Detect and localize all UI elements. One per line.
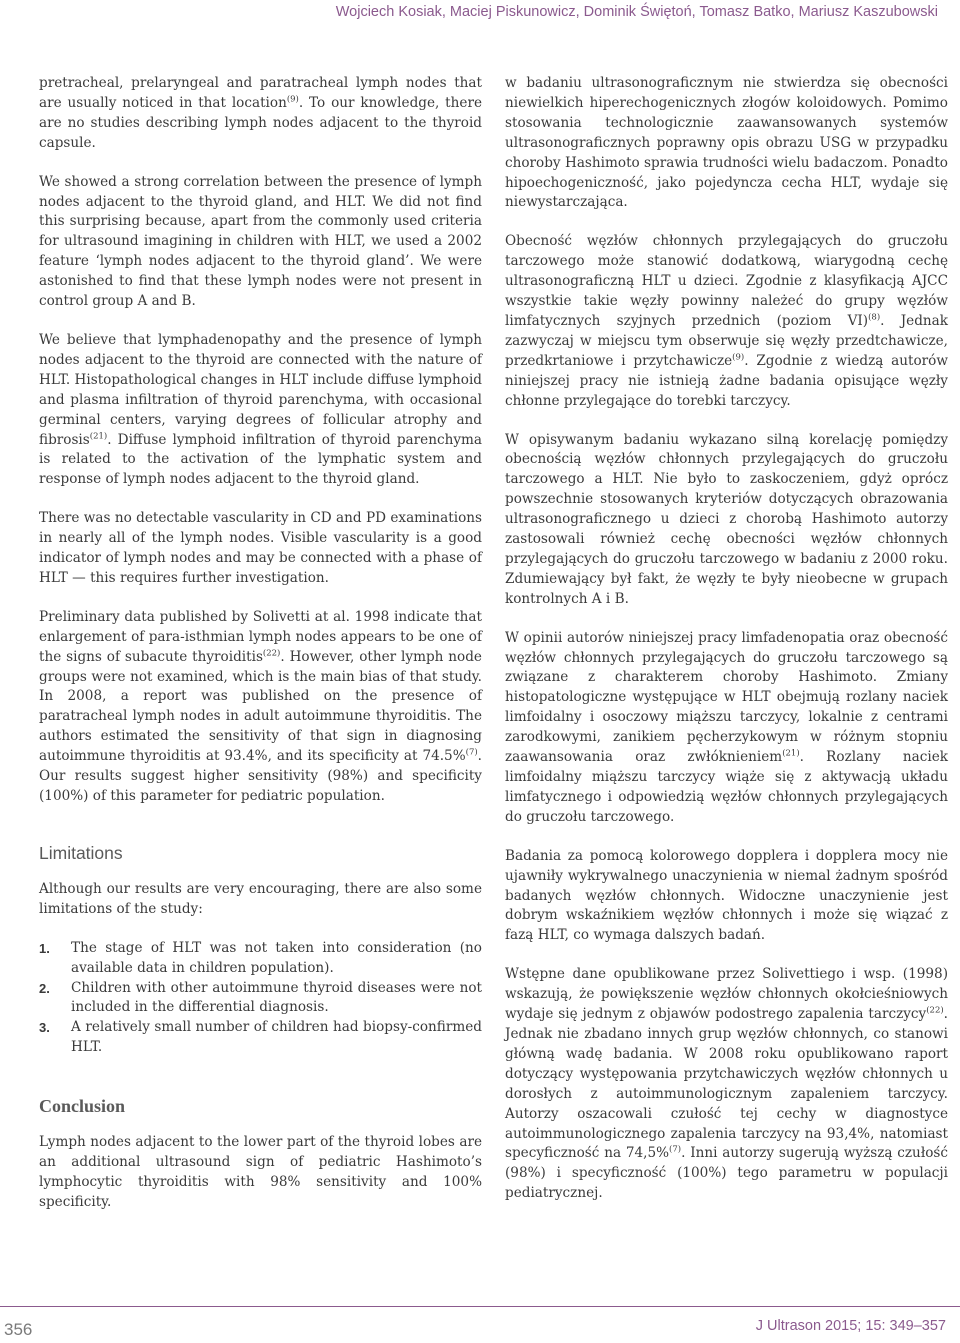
- left-paragraph-5: Preliminary data published by Solivetti at al. 1998 indicate that enlargement of para-isthmian lymph nodes appears to be one of the signs of subacute thyroiditis$^{(22)}$. However, other lymph node groups were not examined, which is the main bias of that study. In 2008, a report was published on the presence of paratracheal lymph nodes in adult autoimmune thyroiditis. The authors estimated the sensitivity of that sign in diagnosing autoimmune thyroiditis at 93.4%, and its specificity at 74.5%$^{(7)}$. Our results suggest higher sensitivity (98%) and specificity (100%) of this parameter for pediatric population.: [39, 608, 482, 804]
- limitations-heading: Limitations: [39, 842, 123, 863]
- left-paragraph-1: pretracheal, prelaryngeal and paratracheal lymph nodes that are usually noticed in that location$^{(9)}$. To our knowledge, there are no studies describing lymph nodes adjacent to the thyroid capsule.: [39, 75, 482, 151]
- limitations-list: [39, 939, 482, 1058]
- page-number: 356: [4, 1320, 33, 1339]
- list-item: 3. A relatively small number of children had biopsy-confirmed HLT.: [39, 1019, 482, 1056]
- footer-divider: [0, 1306, 960, 1307]
- right-column: [505, 74, 948, 1223]
- journal-reference: J Ultrason 2015; 15: 349–357: [755, 1318, 946, 1334]
- right-paragraph-6: Wstępne dane opublikowane przez Solivettiego i wsp. (1998) wskazują, że powiększenie węzłów chłonnych okołcieśniowych wydaje się jednym z objawów podostrego zapalenia tarczycy$^{(22)}$. Jednak nie zbadano innych grup węzłów chłonnych, co stanowi główną wadę badania. W 2008 roku opublikowano raport dotyczący występowania przytchawiczych węzłów chłonnych u dorosłych z autoimmunologicznym zapaleniem tarczycy. Autorzy oszacowali czułość tej cechy w diagnostyce autoimmunologicznego zapalenia tarczycy na 93,4%, natomiast specyficzność na 74,5%$^{(7)}$. Inni autorzy sugerują wyższą czułość (98%) i specyficzność (100%) tego parametru w populacji pediatrycznej.: [505, 966, 948, 1202]
- right-paragraph-2: Obecność węzłów chłonnych przylegających do gruczołu tarczowego może stanowić dodatkową, wiarygodną cechę ultrasonograficzną HLT u dzieci. Zgodnie z klasyfikacją AJCC wszystkie takie węzły powinny należeć do grupy węzłów limfatycznych szyjnych przednich (poziom VI)$^{(8)}$. Jednak zazwyczaj w miejscu tym obserwuje się węzły przedtchawicze, przedkrtaniowe i przytchawicze$^{(9)}$. Zgodnie z wiedzą autorów niniejszej pracy nie istnieją żadne badania opisujące węzły chłonne przylegające do torebki tarczycy.: [505, 233, 948, 409]
- running-header: Wojciech Kosiak, Maciej Piskunowicz, Dominik Świętoń, Tomasz Batko, Mariusz Kaszubowski: [335, 4, 938, 20]
- limitations-intro: Although our results are very encouraging, there are also some limitations of the study:: [39, 880, 482, 917]
- right-paragraph-5: Badania za pomocą kolorowego dopplera i dopplera mocy nie ujawniły wykrywalnego unaczynienia w niemal żadnym spośród badanych węzłów chłonnych. Widoczne unaczynienie jest dobrym wskaźnikiem węzłów chłonnych i może się wiązać z fazą HLT, co wymaga dalszych badań.: [505, 847, 948, 944]
- left-column: [39, 74, 482, 1232]
- right-paragraph-3: W opisywanym badaniu wykazano silną korelację pomiędzy obecnością węzłów chłonnych przylegających do gruczołu tarczowego a HLT. Nie było to zaskoczeniem, gdyż oprócz powszechnie stosowanych kryteriów dotyczących obrazowania ultrasonograficznego u dzieci z chorobą Hashimoto autorzy zastosowali również cechę obecności węzłów chłonnych przylegających do gruczołu tarczowego w badaniu z 2000 roku. Zdumiewający był fakt, że węzły te były nieobecne w grupach kontrolnych A i B.: [505, 431, 948, 607]
- list-item: 2. Children with other autoimmune thyroid diseases were not included in the differential diagnosis.: [39, 979, 482, 1016]
- conclusion-heading: Conclusion: [39, 1096, 126, 1117]
- conclusion-paragraph: Lymph nodes adjacent to the lower part of the thyroid lobes are an additional ultrasound sign of pediatric Hashimoto’s lymphocytic thyroiditis with 98% sensitivity and 100% specificity.: [39, 1134, 482, 1210]
- left-paragraph-4: There was no detectable vascularity in CD and PD examinations in nearly all of the lymph nodes. Visible vascularity is a good indicator of lymph nodes and may be connected with a phase of HLT — this requires further investigation.: [39, 510, 482, 586]
- right-paragraph-4: W opinii autorów niniejszej pracy limfadenopatia oraz obecność węzłów chłonnych przylegających do gruczołu tarczowego są związane z charakterem choroby Hashimoto. Zmiany histopatologiczne występujące w HLT obejmują rozlany naciek limfoidalny i osoczowy miąższu tarczycy, lokalnie z centrami zarodkowymi, zanikiem pęcherzykowym w różnym stopniu zaawansowania oraz zwłóknieniem$^{(21)}$. Rozlany naciek limfoidalny miąższu tarczycy wiąże się z aktywacją układu limfatycznego i odpowiedzią węzłów chłonnych przylegających do gruczołu tarczowego.: [505, 629, 948, 825]
- left-paragraph-2: We showed a strong correlation between the presence of lymph nodes adjacent to the thyroid gland, and HLT. We did not find this surprising because, apart from the commonly used criteria for ultrasound imagining in children with HLT, we used a 2002 feature ‘lymph nodes adjacent to the thyroid gland’. We were astonished to find that these lymph nodes were not present in control group A and B.: [39, 173, 482, 310]
- right-paragraph-1: w badaniu ultrasonograficznym nie stwierdza się obecności niewielkich hiperechogenicznych złogów koloidowych. Pomimo stosowania technologicznie zaawansowanych systemów ultrasonograficznych poprawny opis obrazu USG w przypadku choroby Hashimoto sprawia trudności wielu badaczom. Ponadto hipoechogeniczność, jako pojedyncza cecha HLT, wydaje się niewystarczająca.: [505, 75, 948, 211]
- left-paragraph-3: We believe that lymphadenopathy and the presence of lymph nodes adjacent to the thyroid are connected with the nature of HLT. Histopathological changes in HLT include diffuse lymphoid and plasma infiltration of thyroid parenchyma, with occasional germinal centers, varying degrees of follicular atrophy and fibrosis$^{(21)}$. Diffuse lymphoid infiltration of thyroid parenchyma is related to the activation of the lymphatic system and response of lymph nodes adjacent to the thyroid gland.: [39, 331, 482, 488]
- list-item: 1. The stage of HLT was not taken into consideration (no available data in children population).: [39, 939, 482, 976]
